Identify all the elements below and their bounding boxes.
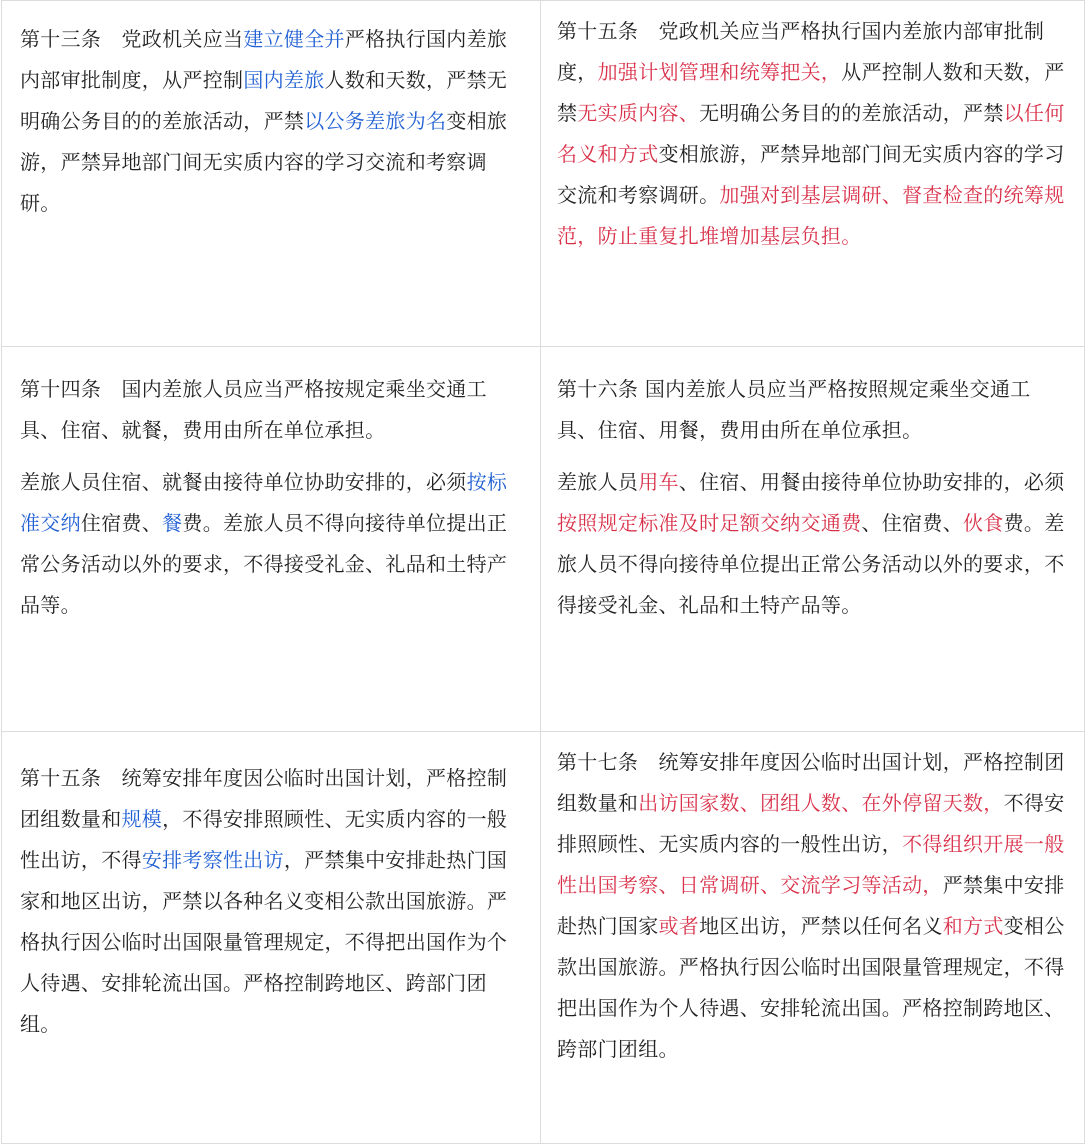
article-paragraph (557, 369, 1070, 451)
old-article-cell (2, 732, 541, 1144)
new-article-cell (541, 732, 1085, 1144)
highlight-blue-text: 安排考察性出访 (141, 848, 284, 872)
article-text: 严格执行国内差旅内部审批制度，从严控制 (20, 27, 508, 92)
article-text: 费。差旅人员不得向接待单位提出正常公务活动以外的要求，不得接受礼金、礼品和土特产品等。 (20, 511, 508, 617)
article-paragraph (557, 742, 1070, 1070)
highlight-red-text: 以任何名义和方式 (557, 101, 1065, 166)
article-paragraph (20, 462, 524, 626)
article-text: 住宿费、 (80, 511, 163, 535)
article-text: 第十五条 党政机关应当严格执行国内差旅内部审批制度， (557, 19, 1045, 84)
article-text: 第十四条 国内差旅人员应当严格按规定乘坐交通工具、住宿、就餐，费用由所在单位承担。 (20, 377, 487, 442)
article-text: 第十六条 国内差旅人员应当严格按照规定乘坐交通工具、住宿、用餐，费用由所在单位承担。 (557, 377, 1031, 442)
article-paragraph (20, 369, 524, 451)
article-text: 无明确公务目的的差旅活动，严禁 (699, 101, 1004, 125)
highlight-blue-text: 规模 (121, 807, 163, 831)
article-text: 、住宿费、 (861, 511, 963, 535)
highlight-red-text: 按照规定标准及时足额交纳交通费 (557, 511, 862, 535)
highlight-blue-text: 国内差旅 (243, 68, 325, 92)
article-text: 地区出访，严禁以任何名义 (699, 914, 943, 938)
article-text: 变相公款出国旅游。严格执行因公临时出国限量管理规定，不得把出国作为个人待遇、安排轮流出国。严格控制跨地区、跨部门团组。 (557, 914, 1065, 1061)
article-text: 第十五条 统筹安排年度因公临时出国计划，严格控制团组数量和 (20, 766, 508, 831)
comparison-table-body (2, 1, 1085, 1144)
table-row (2, 1, 1085, 347)
new-article-cell (541, 1, 1085, 347)
article-text: 费。差旅人员不得向接待单位提出正常公务活动以外的要求，不得接受礼金、礼品和土特产品等。 (557, 511, 1065, 617)
article-text: 人数和天数，严禁无明确公务目的的差旅活动，严禁 (20, 68, 508, 133)
highlight-red-text: 加强对到基层调研、督查检查的统筹规范，防止重复扎堆增加基层负担。 (557, 183, 1065, 248)
regulation-comparison-table (1, 0, 1085, 1144)
article-paragraph (557, 462, 1070, 626)
old-article-cell (2, 347, 541, 732)
table-row (2, 347, 1085, 732)
highlight-red-text: 或者 (658, 914, 700, 938)
article-text: 差旅人员住宿、就餐由接待单位协助安排的，必须 (20, 470, 467, 494)
highlight-red-text: 加强计划管理和统筹把关， (597, 60, 842, 84)
article-text: 、住宿、用餐由接待单位协助安排的，必须 (678, 470, 1065, 494)
article-text: ，严禁集中安排赴热门国家和地区出访，严禁以各种名义变相公款出国旅游。严格执行因公临时出国限量管理规定，不得把出国作为个人待遇、安排轮流出国。严格控制跨地区、跨部门团组。 (20, 848, 508, 1036)
article-text: 变相旅游，严禁异地部门间无实质内容的学习交流和考察调研。 (20, 109, 508, 215)
highlight-blue-text: 以公务差旅为名 (304, 109, 447, 133)
highlight-blue-text: 按标准交纳 (20, 470, 508, 535)
highlight-red-text: 伙食 (963, 511, 1004, 535)
table-row (2, 732, 1085, 1144)
article-text: ，不得安排照顾性、无实质内容的一般性出访，不得 (20, 807, 508, 872)
highlight-blue-text: 建立健全并 (243, 27, 345, 51)
highlight-red-text: 用车 (638, 470, 679, 494)
article-paragraph (20, 758, 524, 1045)
article-text: 变相旅游，严禁异地部门间无实质内容的学习交流和考察调研。 (557, 142, 1065, 207)
article-paragraph (557, 11, 1070, 257)
article-paragraph (20, 19, 524, 224)
highlight-red-text: 出访国家数、团组人数、在外停留天数， (638, 791, 1004, 815)
article-text: 第十七条 统筹安排年度因公临时出国计划，严格控制团组数量和 (557, 750, 1065, 815)
article-text: 第十三条 党政机关应当 (20, 27, 244, 51)
new-article-cell (541, 347, 1085, 732)
highlight-red-text: 无实质内容、 (577, 101, 700, 125)
article-text: 差旅人员 (557, 470, 639, 494)
highlight-red-text: 不得组织开展一般性出国考察、日常调研、交流学习等活动， (557, 832, 1065, 897)
old-article-cell (2, 1, 541, 347)
highlight-red-text: 和方式 (942, 914, 1004, 938)
article-text: 从严控制人数和天数，严禁 (557, 60, 1065, 125)
highlight-blue-text: 餐 (162, 511, 183, 535)
article-text: 严禁集中安排赴热门国家 (557, 873, 1065, 938)
article-text: 不得安排照顾性、无实质内容的一般性出访， (557, 791, 1065, 856)
